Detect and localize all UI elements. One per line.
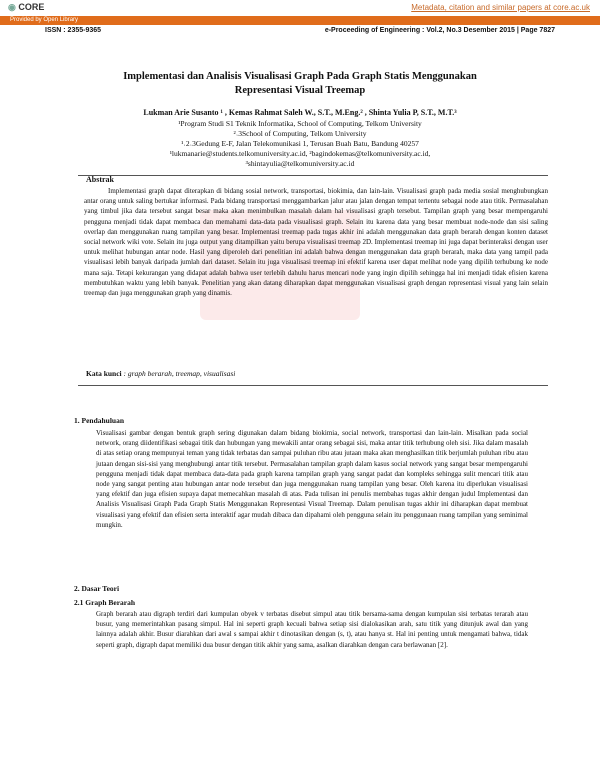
keywords xyxy=(86,369,235,378)
affiliation-1: ¹Program Studi S1 Teknik Informatika, School of Computing, Telkom University xyxy=(178,119,422,128)
issn: ISSN : 2355-9365 xyxy=(45,27,102,34)
affiliation-email-1: ¹lukmanarie@students.telkomuniversity.ac.id, ²bagindokemas@telkomuniversity.ac.id, xyxy=(169,149,431,158)
provided-by-link[interactable]: Provided by Open Library xyxy=(10,17,79,23)
keywords-label: Kata kunci xyxy=(86,369,122,378)
paper-title xyxy=(60,70,540,98)
keywords-value: : graph berarah, treemap, visualisasi xyxy=(123,369,236,378)
affiliation-2: ²˒3School of Computing, Telkom University xyxy=(233,129,367,138)
abstract-bottom-rule xyxy=(78,385,548,386)
section-1-heading: 1. Pendahuluan xyxy=(74,416,125,425)
abstract-heading: Abstrak xyxy=(86,175,115,184)
core-banner xyxy=(0,0,600,16)
abstract-top-rule xyxy=(78,175,548,176)
affiliation-3: ¹˒2˒3Gedung E-F, Jalan Telekomunikasi 1, Terusan Buah Batu, Bandung 40257 xyxy=(181,139,419,148)
title-line-1: Implementasi dan Analisis Visualisasi Graph Pada Graph Statis Menggunakan xyxy=(123,71,477,82)
core-logo-icon: ◉ xyxy=(8,2,16,12)
abstract-body: Implementasi graph dapat diterapkan di bidang sosial network, transportasi, biokimia, dan lain-lain. Visualisasi graph pada media sosial menghubungkan antar orang untuk saling bertukar informasi. Pada bidang transportasi menggambarkan jalur atau jalan dengan tempat tertentu sebagai node atau titik. Permasalahan yang timbul jika data tersebut sangat besar maka akan menimbulkan masalah dalam hal visualisasi graph tersebut. Tampilan graph yang besar mempengaruhi pengguna menjadi tidak dapat membaca dan memahami data-data pada visualisasi graph. Selain itu karena data yang besar membuat node-node dan sisi saling overlap dan menggunakan ruang tampilan yang besar. Implementasi treemap pada tugas akhir ini adalah menggunakan data graph berarah dengan konten dataset social network wiki vote. Selain itu juga output yang ditampilkan yaitu berupa visualisasi treemap 2D. Implementasi treemap ini juga dapat berinteraksi dengan user untuk melihat hubungan antar node. Hasil yang diperoleh dari penelitian ini adalah bahwa dengan menggunakan data graph berarah, maka data yang tampil pada visualisasi lebih banyak daripada jumlah dari dataset. Selain itu juga visualisasi treemap ini efektif karena user dapat melihat node yang dipilih terhubung ke node mana saja. Tetapi kekurangan yang didapat adalah bahwa user terlebih dahulu harus mencari node yang ingin dipilih sehingga hal ini menjadi tidak efisien karena membutuhkan waktu yang lebih banyak. Penelitian yang akan datang diharapkan dapat menggunakan visualisasi graph dengan representasi visual yang lain selain treemap dan juga menggunakan graph yang dinamis. xyxy=(84,187,548,298)
section-2-1-body: Graph berarah atau digraph terdiri dari kumpulan obyek v terbatas disebut simpul atau titik bersama-sama dengan kumpulan sisi terbatas terarah atau busur, yang memerintahkan pasang simpul. Hal ini seperti graph kecuali bahwa setiap sisi dialokasikan arah, satu titik yang ditunjuk awal dan yang lainnya adalah akhir. Busur diarahkan dari awal s sampai akhir t dinotasikan dengan (s, t), atau hanya st. Hal ini penting untuk mengamati bahwa, tidak seperti graph, digraph dapat memiliki dua busur dengan titik akhir yang sama, asalkan diarahkan dengan cara berlawanan [2]. xyxy=(96,610,528,649)
affiliation-email-2: ³shintayulia@telkomuniversity.ac.id xyxy=(245,159,355,168)
title-line-2: Representasi Visual Treemap xyxy=(234,85,366,96)
journal-info: e-Proceeding of Engineering : Vol.2, No.3 Desember 2015 | Page 7827 xyxy=(324,27,555,34)
core-logo[interactable] xyxy=(8,2,44,13)
author-list: Lukman Arie Susanto ¹ , Kemas Rahmat Saleh W., S.T., M.Eng.² , Shinta Yulia P, S.T., M.T.³ xyxy=(143,108,457,117)
core-metadata-link[interactable]: Metadata, citation and similar papers at core.ac.uk xyxy=(411,3,590,12)
section-2-1-heading: 2.1 Graph Berarah xyxy=(74,598,136,607)
section-2-heading: 2. Dasar Teori xyxy=(74,584,120,593)
core-logo-text: CORE xyxy=(18,2,45,12)
provided-by-bar xyxy=(0,16,600,25)
section-1-body: Visualisasi gambar dengan bentuk graph sering digunakan dalam bidang biokimia, social network, transportasi dan lain-lain. Misalkan pada social network, orang diidentifikasi sebagai titik dan hubungan yang mewakili antar orang sebagai sisi, maka antar titik terhubung oleh sisi. Jika dalam masalah di atas setiap orang mempunyai teman yang tidak terbatas dan sampai puluhan ribu atau jutaan maka akan menghasilkan titik berjumlah puluhan ribu atau jutaan dengan sisi-sisi yang menghubungi antar titik tersebut. Permasalahan tampilan graph dalam kasus social network yang sangat besar mempengaruhi pengguna menjadi tidak dapat membaca data-data pada graph karena tampilan graph yang sangat padat dan kompleks sehingga sulit mencari titik atau node yang sangat penting atau hubungan antar node tersebut dan juga menggunakan ruang tampilan yang besar. Oleh karena itu diperlukan visualisasi yang efektif dan juga efisien supaya dapat memecahkan masalah di atas. Pada tulisan ini penulis membahas tugas akhir dengan judul Implementasi dan Analisis Visualisasi Graph Pada Graph Statis Menggunakan Representasi Visual Treemap. Dalam penulisan tugas akhir ini diharapkan dapat membuat visualisasi yang efektif dan efisien serta interaktif agar mudah dibaca dan dipahami oleh pengguna selain itu penggunaan ruang tampilan yang seminimal mungkin. xyxy=(96,429,528,529)
